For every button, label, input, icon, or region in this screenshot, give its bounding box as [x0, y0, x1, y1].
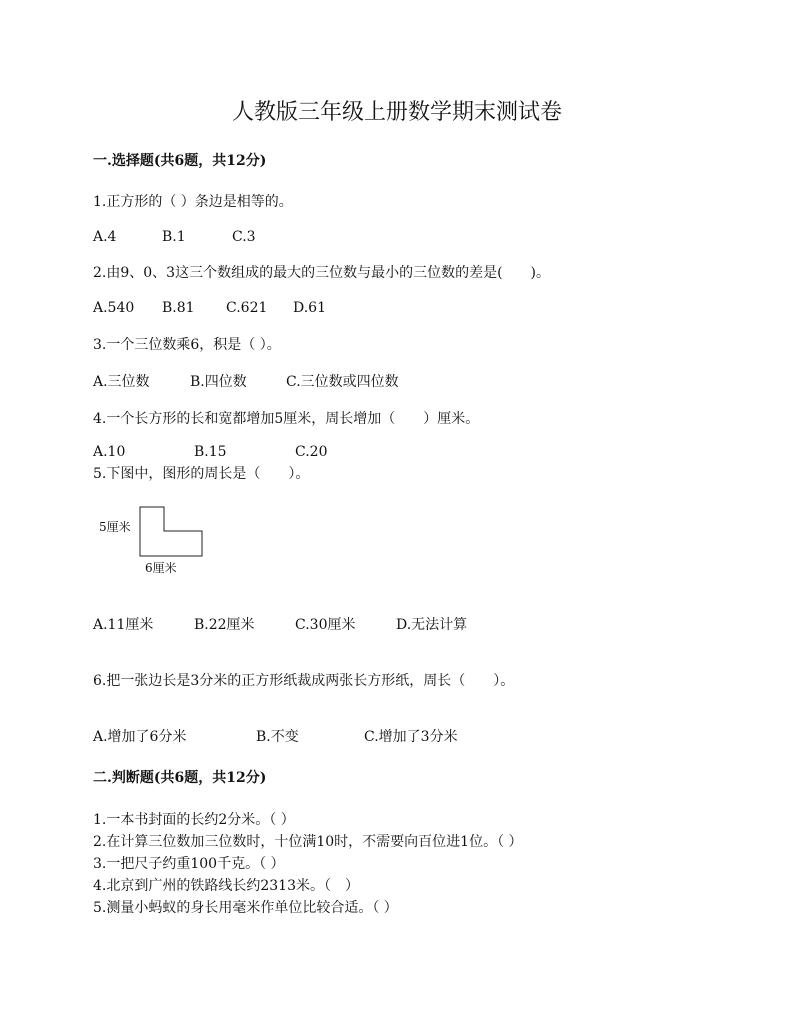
section-heading-judgment: 二.判断题(共6题，共12分): [93, 770, 267, 786]
option-5c: C.30厘米: [295, 617, 356, 633]
option-4b: B.15: [194, 444, 227, 460]
question-3: 3.一个三位数乘6，积是（ ）。: [93, 337, 281, 353]
option-5a: A.11厘米: [93, 617, 154, 633]
judgment-item-1: 1.一本书封面的长约2分米。（ ）: [93, 812, 295, 828]
option-6c: C.增加了3分米: [364, 729, 458, 745]
question-6: 6.把一张边长是3分米的正方形纸裁成两张长方形纸，周长（ ）。: [93, 673, 515, 689]
option-2c: C.621: [226, 300, 268, 316]
question-2: 2.由9、0、3这三个数组成的最大的三位数与最小的三位数的差是( )。: [93, 265, 551, 281]
option-4a: A.10: [93, 444, 126, 460]
option-2b: B.81: [162, 300, 195, 316]
option-2d: D.61: [293, 300, 326, 316]
question-5: 5.下图中，图形的周长是（ ）。: [93, 466, 310, 482]
question-4: 4.一个长方形的长和宽都增加5厘米，周长增加（ ）厘米。: [93, 411, 480, 427]
page-title: 人教版三年级上册数学期末测试卷: [231, 100, 562, 125]
judgment-item-4: 4.北京到广州的铁路线长约2313米。（ ）: [93, 878, 359, 894]
option-1b: B.1: [162, 229, 186, 245]
judgment-item-3: 3.一把尺子约重100千克。（ ）: [93, 856, 285, 872]
option-6a: A.增加了6分米: [93, 729, 187, 745]
judgment-item-2: 2.在计算三位数加三位数时，十位满10时，不需要向百位进1位。（ ）: [93, 834, 523, 850]
option-3a: A.三位数: [93, 374, 150, 390]
option-6b: B.不变: [256, 729, 299, 745]
question-1: 1.正方形的（ ）条边是相等的。: [93, 194, 293, 210]
option-1a: A.4: [93, 229, 117, 245]
option-1c: C.3: [232, 229, 256, 245]
option-3c: C.三位数或四位数: [286, 374, 399, 390]
option-3b: B.四位数: [190, 374, 247, 390]
option-2a: A.540: [93, 300, 135, 316]
option-4c: C.20: [295, 444, 328, 460]
section-heading-choice: 一.选择题(共6题，共12分): [93, 153, 267, 169]
figure-height-label: 5厘米: [99, 520, 131, 534]
option-5b: B.22厘米: [194, 617, 255, 633]
option-5d: D.无法计算: [396, 617, 468, 633]
judgment-item-5: 5.测量小蚂蚁的身长用毫米作单位比较合适。（ ）: [93, 900, 398, 916]
figure-width-label: 6厘米: [145, 561, 177, 575]
